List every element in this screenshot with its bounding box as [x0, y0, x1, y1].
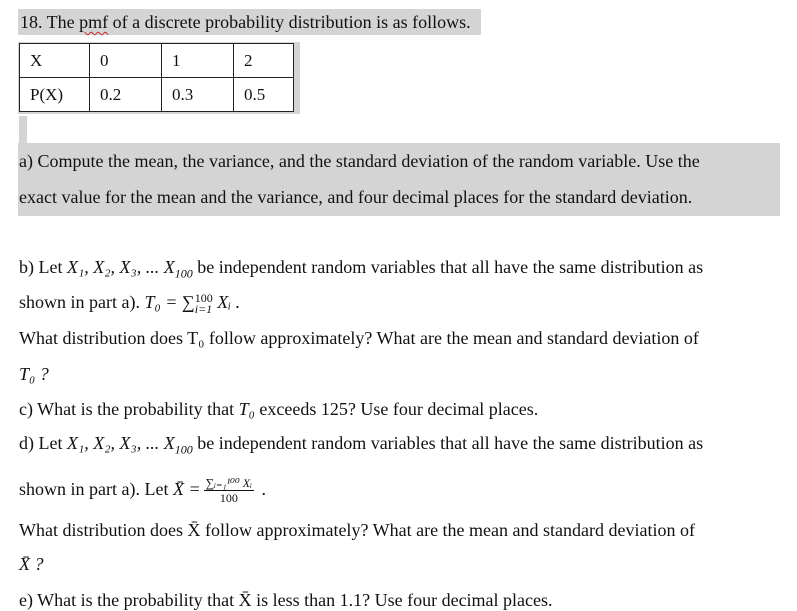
- text-span: shown in part a). Let: [19, 479, 173, 499]
- sum-lower: i=1: [194, 301, 213, 316]
- part-a-line-2: exact value for the mean and the variance, and four decimal places for the standard deviation.: [19, 187, 693, 207]
- math-sub: 100: [174, 442, 193, 457]
- text-span: c) What is the probability that: [19, 399, 239, 419]
- table-cell: 0.5: [234, 78, 294, 112]
- part-d-line-4: X̄ ?: [19, 554, 44, 574]
- sum-limits: [194, 290, 213, 316]
- part-d-line-2: [19, 474, 266, 505]
- part-d-line-1: [19, 432, 703, 461]
- fraction-numerator: ∑ᵢ₌₁¹⁰⁰ Xᵢ: [205, 476, 253, 491]
- math-sub: 100: [174, 266, 193, 281]
- question-title: [18, 9, 481, 35]
- pmf-table: [19, 43, 294, 112]
- math-vars: X₁, X₂, X₃, ... X: [66, 433, 175, 453]
- math-xbar: X̄ =: [172, 479, 201, 499]
- text-span: d) Let: [19, 433, 67, 453]
- title-pmf-word: pmf: [79, 12, 109, 32]
- highlight-strip: [19, 116, 27, 146]
- part-e-line: e) What is the probability that X̄ is less than 1.1? Use four decimal places.: [19, 590, 553, 610]
- part-b-line-2: [19, 291, 240, 315]
- text-span: .: [257, 479, 267, 499]
- part-b-line-3: What distribution does T₀ follow approximately? What are the mean and standard deviation of: [19, 328, 699, 348]
- table-cell: P(X): [20, 78, 90, 112]
- title-suffix: of a discrete probability distribution is as follows.: [108, 12, 471, 32]
- sum-upper: 100: [194, 290, 213, 305]
- text-span: be independent random variables that all have the same distribution as: [192, 433, 704, 453]
- math-tail: Xᵢ .: [212, 292, 241, 312]
- part-b-line-4: T₀ ?: [19, 364, 49, 384]
- table-row: [20, 44, 294, 78]
- text-span: exceeds 125? Use four decimal places.: [254, 399, 539, 419]
- part-b-line-1: [19, 256, 703, 285]
- table-cell: 2: [234, 44, 294, 78]
- part-a-line-1: a) Compute the mean, the variance, and the standard deviation of the random variable. Use the: [19, 151, 700, 171]
- table-cell: 0.2: [90, 78, 162, 112]
- math-fraction: [204, 476, 254, 505]
- math-T0: T₀: [238, 399, 255, 419]
- math-vars: X₁, X₂, X₃, ... X: [66, 257, 175, 277]
- table-cell: X: [20, 44, 90, 78]
- text-span: b) Let: [19, 257, 67, 277]
- table-cell: 0.3: [162, 78, 234, 112]
- table-cell: 1: [162, 44, 234, 78]
- part-c-line: [19, 398, 538, 420]
- table-cell: 0: [90, 44, 162, 78]
- table-row: [20, 78, 294, 112]
- math-sum: T₀ = ∑: [144, 292, 195, 312]
- title-prefix: 18. The: [20, 12, 80, 32]
- text-span: be independent random variables that all have the same distribution as: [192, 257, 704, 277]
- part-d-line-3: What distribution does X̄ follow approximately? What are the mean and standard deviation of: [19, 520, 695, 540]
- fraction-denominator: 100: [219, 491, 238, 506]
- text-span: shown in part a).: [19, 292, 145, 312]
